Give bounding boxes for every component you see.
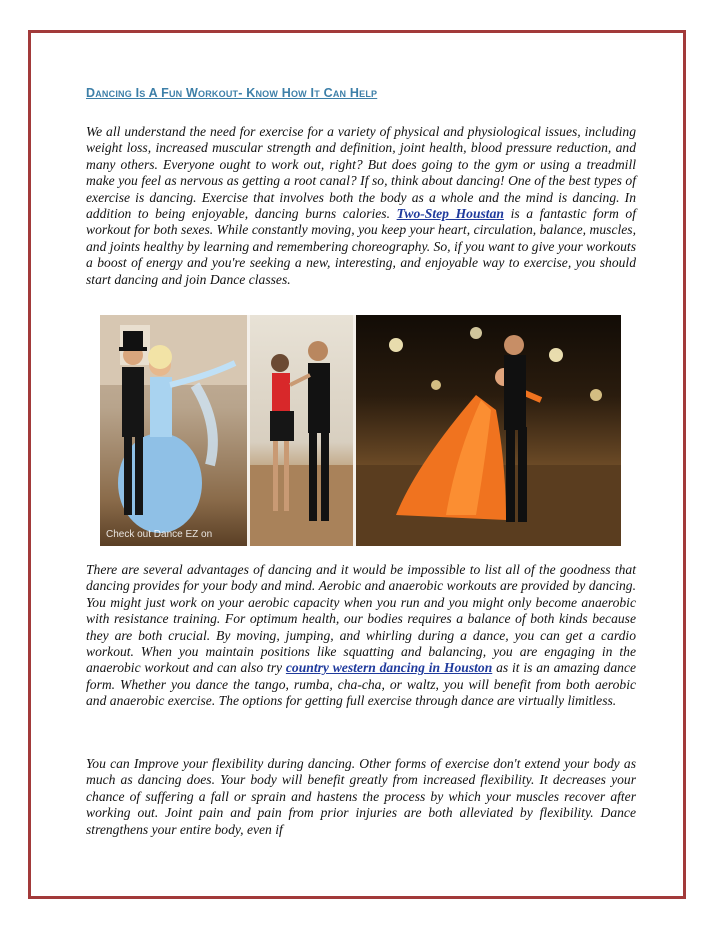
ballroom-couple-photo — [100, 315, 247, 546]
photo-watermark: Check out Dance EZ on — [106, 529, 213, 540]
latin-couple-photo — [250, 315, 353, 546]
ballroom-hall-couple-photo — [356, 315, 621, 546]
intro-paragraph — [86, 124, 636, 288]
dance-photo-collage — [100, 315, 621, 546]
benefits-paragraph — [86, 562, 636, 710]
two-step-houstan-link[interactable]: Two-Step Houstan — [396, 206, 504, 222]
flexibility-paragraph: You can Improve your flexibility during dancing. Other forms of exercise don't extend your body as much as dancing does. Your body will benefit greatly from increased flexibility. It decreases your chance of suffering a fall or sprain and hastens the process by which your muscles recover after working out. Joint pain and pain from prior injuries are both alleviated by flexibility. Dance strengthens your entire body, even if — [86, 756, 636, 837]
ballroom-hall-figure — [356, 315, 621, 546]
latin-couple-figure — [250, 315, 353, 546]
intro-text-part-2: is a fantastic form of workout for both sexes. While constantly moving, you keep your heart, circulation, balance, muscles, and joints healthy by learning and remembering choreography. So, if you want to give your workouts a boost of energy and you're seeking a new, interesting, and enjoyable way to exercise, you should start dancing and join Dance classes. — [86, 206, 636, 287]
intro-text-part-1: We all understand the need for exercise for a variety of physical and physiological issues, including weight loss, increased muscular strength and definition, joint health, blood pressure reduction, and many others. Everyone ought to work out, right? But does going to the gym or using a treadmill make you feel as nervous as getting a root canal? If so, think about dancing! One of the best types of exercise is dancing. Exercise that involves both the body as a whole and the mind is dancing. In addition to being enjoyable, dancing burns calories. — [86, 124, 636, 222]
benefits-text-part-2: as it is an amazing dance form. Whether you dance the tango, rumba, cha-cha, or waltz, you will benefit from both aerobic and anaerobic exercise. The options for getting full exercise through dance are virtually limitless. — [86, 660, 637, 709]
ballroom-couple-figure — [100, 315, 247, 546]
article-title: Dancing Is A Fun Workout- Know How It Can Help — [86, 86, 378, 100]
benefits-text-part-1: There are several advantages of dancing and it would be impossible to list all of the goodness that dancing provides for your body and mind. Aerobic and anaerobic workouts are provided by dancing. You might just work on your aerobic capacity when you run and you might only become anaerobic with resistance training. For optimum health, our bodies requires a balance of both kinds because they are both crucial. By moving, jumping, and whirling during a dance, you can get a cardio workout. When you maintain positions like squatting and balancing, you are engaging in the anaerobic workout and can also try — [86, 562, 636, 676]
country-western-dancing-link[interactable]: country western dancing in Houston — [285, 660, 493, 676]
